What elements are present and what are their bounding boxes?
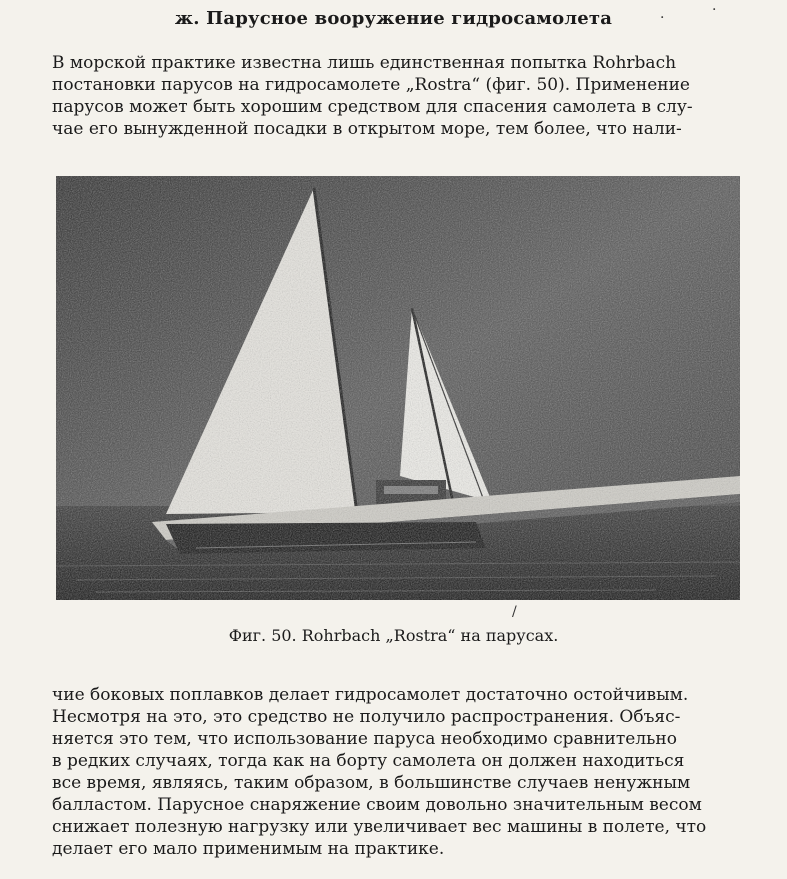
text-line: все время, являясь, таким образом, в большинстве случаев ненужным xyxy=(52,773,691,793)
scan-speck: · xyxy=(712,2,717,18)
text-line: постановки парусов на гидросамолете „Rostra“ (фиг. 50). Применение xyxy=(52,75,690,95)
text-line: снижает полезную нагрузку или увеличивает вес машины в полете, что xyxy=(52,817,707,837)
text-line: балластом. Парусное снаряжение своим довольно значительным весом xyxy=(52,795,702,815)
sailing-seaplane-photo xyxy=(56,176,740,600)
text-line: чие боковых поплавков делает гидросамолет достаточно остойчивым. xyxy=(52,685,689,705)
text-line: чае его вынужденной посадки в открытом море, тем более, что нали- xyxy=(52,119,682,139)
text-line: няется это тем, что использование паруса необходимо сравнительно xyxy=(52,729,677,749)
text-line: В морской практике известна лишь единственная попытка Rohrbach xyxy=(52,53,677,73)
text-line: в редких случаях, тогда как на борту самолета он должен находиться xyxy=(52,751,685,771)
scan-speck: · xyxy=(660,10,665,26)
scan-speck: / xyxy=(512,604,517,620)
figure-caption: Фиг. 50. Rohrbach „Rostra“ на парусах. xyxy=(228,626,559,645)
text-line: парусов может быть хорошим средством для спасения самолета в слу- xyxy=(52,97,693,117)
section-title: ж. Парусное вооружение гидросамолета xyxy=(174,8,613,29)
text-line: делает его мало применимым на практике. xyxy=(52,839,445,859)
photo-illustration xyxy=(56,176,740,600)
body-paragraph xyxy=(52,684,752,860)
text-line: Несмотря на это, это средство не получило распространения. Объяс- xyxy=(52,707,681,727)
intro-paragraph xyxy=(52,52,752,140)
